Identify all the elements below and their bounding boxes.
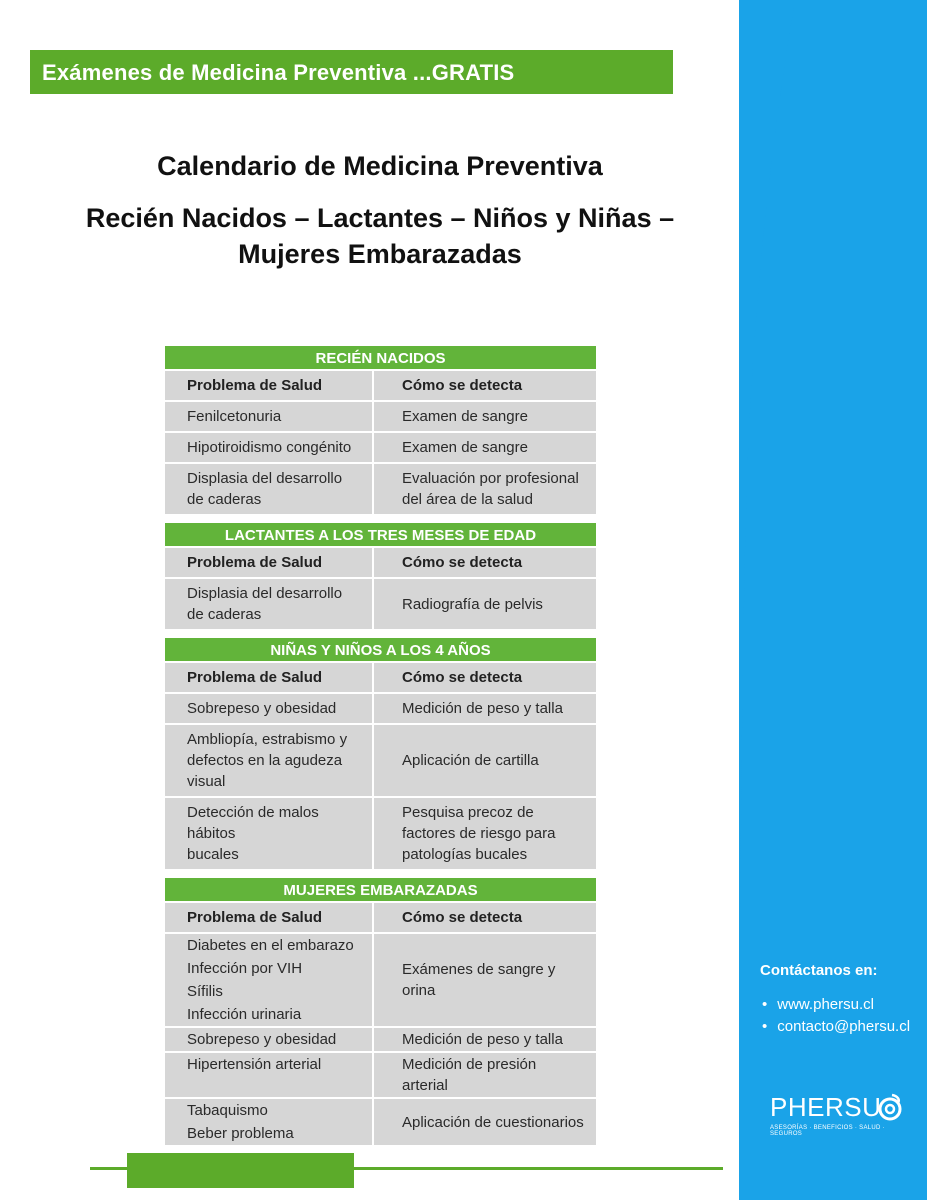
problem-cell-group [165, 934, 374, 1026]
table-row-group [165, 1099, 596, 1147]
preventive-calendar-table [165, 346, 596, 1154]
section-title: NIÑAS Y NIÑOS A LOS 4 AÑOS [165, 638, 596, 663]
header-banner-text: Exámenes de Medicina Preventiva ...GRATIS [42, 60, 515, 85]
problem-cell: Displasia del desarrollo de caderas [165, 579, 374, 629]
table-row-group [165, 934, 596, 1028]
logo-swirl-icon [876, 1092, 904, 1122]
contact-website-link[interactable]: • www.phersu.cl [762, 994, 910, 1016]
section-title: RECIÉN NACIDOS [165, 346, 596, 371]
table-row [165, 694, 596, 725]
problem-cell: Hipotiroidismo congénito [165, 433, 374, 462]
footer-block [127, 1153, 354, 1188]
table-row [165, 402, 596, 433]
section-title: MUJERES EMBARAZADAS [165, 878, 596, 903]
detect-cell: Medición de presión arterial [402, 1056, 537, 1094]
page-title: Calendario de Medicina Preventiva [157, 151, 603, 181]
table-header-row [165, 903, 596, 934]
table-header-row [165, 548, 596, 579]
contact-title: Contáctanos en: [760, 962, 878, 979]
detect-cell: Examen de sangre [402, 408, 528, 425]
table-row [165, 464, 596, 516]
table-row [165, 725, 596, 798]
detect-cell: Examen de sangre [402, 439, 528, 456]
section-title: LACTANTES A LOS TRES MESES DE EDAD [165, 523, 596, 548]
column-header-detect: Cómo se detecta [402, 377, 523, 394]
column-header-problem: Problema de Salud [165, 663, 374, 692]
page-subtitle-line2: Mujeres Embarazadas [238, 239, 522, 269]
column-header-detect: Cómo se detecta [402, 909, 523, 926]
section-lactantes [165, 523, 596, 631]
problem-cell-group [165, 1053, 374, 1097]
problem-cell: Fenilcetonuria [165, 402, 374, 431]
problem-cell: Detección de malos hábitos bucales [165, 798, 374, 869]
table-row [165, 579, 596, 631]
page-titles [30, 148, 730, 272]
problem-cell: Hipertensión arterial [187, 1056, 322, 1073]
column-header-detect: Cómo se detecta [402, 669, 523, 686]
table-row [165, 1028, 596, 1053]
problem-cell: Sífilis [187, 983, 223, 1000]
detect-cell: Evaluación por profesional del área de la salud [402, 470, 579, 508]
problem-cell: Tabaquismo [187, 1102, 268, 1119]
problem-cell-group [165, 1099, 374, 1145]
detect-cell: Aplicación de cuestionarios [402, 1113, 584, 1131]
problem-cell: Infección urinaria [187, 1006, 302, 1023]
problem-cell: Infección por VIH [187, 960, 303, 977]
table-row [165, 1053, 596, 1099]
detect-cell: Exámenes de sangre y orina [402, 961, 556, 999]
detect-cell: Medición de peso y talla [402, 1031, 563, 1048]
detect-cell: Medición de peso y talla [402, 700, 563, 717]
column-header-problem: Problema de Salud [165, 371, 374, 400]
contact-list [762, 994, 910, 1038]
column-header-problem: Problema de Salud [165, 548, 374, 577]
logo-wordmark: PHERSU [770, 1092, 882, 1122]
logo-tagline: ASESORÍAS · BENEFICIOS · SALUD · SEGUROS [770, 1125, 885, 1137]
detect-cell: Pesquisa precoz de factores de riesgo para patologías bucales [402, 804, 556, 863]
table-row [165, 798, 596, 871]
problem-cell: Displasia del desarrollo de caderas [165, 464, 374, 514]
problem-cell: Sobrepeso y obesidad [165, 694, 374, 723]
phersu-logo [770, 1092, 910, 1137]
detect-cell: Radiografía de pelvis [402, 595, 543, 613]
problem-cell-group [165, 1028, 374, 1051]
table-header-row [165, 371, 596, 402]
problem-cell: Ambliopía, estrabismo y defectos en la agudeza visual [165, 725, 374, 796]
table-row [165, 433, 596, 464]
problem-cell: Beber problema [187, 1125, 294, 1142]
section-mujeres-embarazadas [165, 878, 596, 1147]
section-ninos-4-anos [165, 638, 596, 871]
column-header-problem: Problema de Salud [165, 903, 374, 932]
detect-cell: Aplicación de cartilla [402, 752, 539, 769]
header-banner [30, 50, 673, 94]
section-recien-nacidos [165, 346, 596, 516]
contact-email-link[interactable]: • contacto@phersu.cl [762, 1016, 910, 1038]
page-subtitle-line1: Recién Nacidos – Lactantes – Niños y Niñas – [85, 203, 675, 233]
column-header-detect: Cómo se detecta [402, 554, 523, 571]
problem-cell: Sobrepeso y obesidad [187, 1031, 337, 1048]
table-header-row [165, 663, 596, 694]
problem-cell: Diabetes en el embarazo [187, 937, 354, 954]
